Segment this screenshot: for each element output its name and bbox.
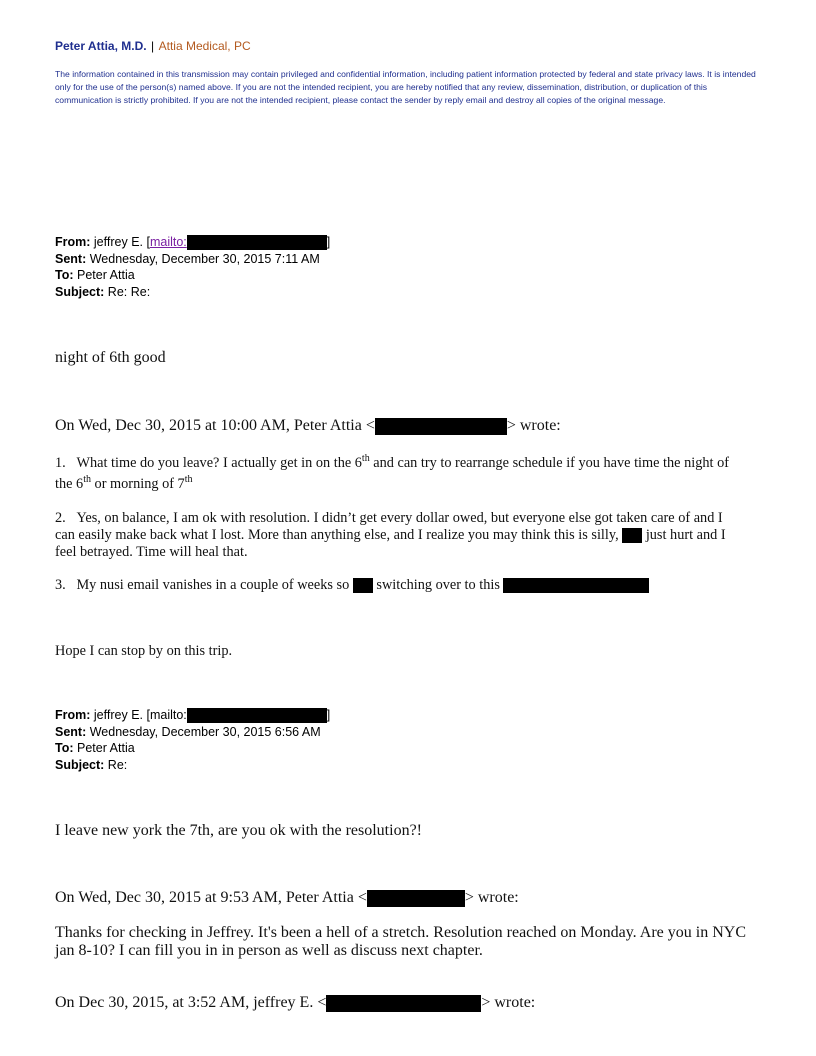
from-line [55,707,330,724]
redacted-email [367,890,465,907]
list-item-1-line-1 [55,455,729,472]
from-suffix: ] [326,235,331,249]
list-item-2-line-3: feel betrayed. Time will heal that. [55,544,248,560]
item-text: just hurt and I [645,527,726,543]
list-item-2-line-1 [55,510,723,527]
quote-prefix: On Wed, Dec 30, 2015 at 9:53 AM, Peter Attia < [55,889,367,906]
from-suffix: ] [326,708,331,722]
quote-header-1 [55,417,561,435]
quote-prefix: On Wed, Dec 30, 2015 at 10:00 AM, Peter Attia < [55,417,375,434]
quote-header-2 [55,889,519,907]
company-name: Attia Medical, PC [158,39,251,53]
redacted-email [503,578,649,593]
quote-suffix: > wrote: [506,417,561,434]
subject-label: Subject: [55,757,105,772]
to-line [55,740,330,757]
to-value: Peter Attia [77,268,135,282]
subject-value: Re: [107,757,128,772]
item-text: and can try to rearrange schedule if you have time the night of [369,455,729,471]
reply-text-1: night of 6th good [55,349,166,366]
email-header-2 [55,707,330,773]
sent-line [55,724,330,741]
redacted-email [326,995,481,1012]
redacted-text [622,528,642,543]
from-label: From: [55,235,91,249]
list-item-2-line-2 [55,527,726,544]
quote-prefix: On Dec 30, 2015, at 3:52 AM, jeffrey E. < [55,994,327,1011]
confidentiality-disclaimer: The information contained in this transmission may contain privileged and confidential information, including patient information protected by federal and state privacy laws. It is intended only for the use of the person(s) named above. If you are not the intended recipient, you are hereby notified that any review, dissemination, distribution, or duplication of this communication is strictly prohibited. If you are not the intended recipient, please contact the sender by reply email and destroy all copies of the original message. [55,69,756,105]
quote-suffix: > wrote: [464,889,519,906]
reply-text-3-line-2: jan 8-10? I can fill you in in person as well as discuss next chapter. [55,942,483,959]
from-line [55,234,330,251]
sent-value: Wednesday, December 30, 2015 7:11 AM [89,251,320,266]
item-text: or morning of 7 [90,476,185,492]
reply-text-3-line-1: Thanks for checking in Jeffrey. It's been a hell of a stretch. Resolution reached on Monday. Are you in NYC [55,924,746,941]
to-value: Peter Attia [77,741,135,755]
from-value: jeffrey E. [mailto: [93,708,187,722]
mailto-link[interactable]: mailto: [149,235,187,249]
subject-line [55,757,330,774]
item-text: switching over to this [376,577,500,593]
sent-value: Wednesday, December 30, 2015 6:56 AM [89,724,321,739]
subject-label: Subject: [55,284,105,299]
list-number: 1. [55,455,66,471]
closing-line: Hope I can stop by on this trip. [55,643,233,659]
item-text: What time do you leave? I actually get in on the 6 [76,455,362,471]
list-item-1-line-2 [55,476,192,493]
subject-value: Re: Re: [107,284,151,299]
sent-label: Sent: [55,724,87,739]
redacted-email [187,708,327,723]
signature-separator: | [151,39,155,53]
item-text: the 6 [55,476,84,492]
quote-suffix: > wrote: [481,994,536,1011]
list-number: 3. [55,577,66,593]
email-header-1 [55,234,330,300]
list-number: 2. [55,510,66,526]
quote-header-3 [55,994,535,1012]
redacted-text [353,578,373,593]
from-label: From: [55,708,91,722]
subject-line [55,284,330,301]
signature-line [55,37,251,55]
redacted-email [187,235,327,250]
superscript: th [184,474,193,486]
superscript: th [83,474,91,486]
to-label: To: [55,741,74,755]
reply-text-2: I leave new york the 7th, are you ok with the resolution?! [55,822,422,839]
list-item-3 [55,577,649,594]
item-text: My nusi email vanishes in a couple of weeks so [76,577,350,593]
sent-label: Sent: [55,251,87,266]
sent-line [55,251,330,268]
sender-name: Peter Attia, M.D. [55,39,147,53]
to-label: To: [55,268,74,282]
to-line [55,267,330,284]
redacted-email [375,418,507,435]
item-text: can easily make back what I lost. More than anything else, and I realize you may think this is silly, [55,527,619,543]
superscript: th [361,453,370,465]
from-value: jeffrey E. [ [93,235,150,249]
item-text: Yes, on balance, I am ok with resolution. I didn’t get every dollar owed, but everyone else got taken care of and I [76,510,723,526]
